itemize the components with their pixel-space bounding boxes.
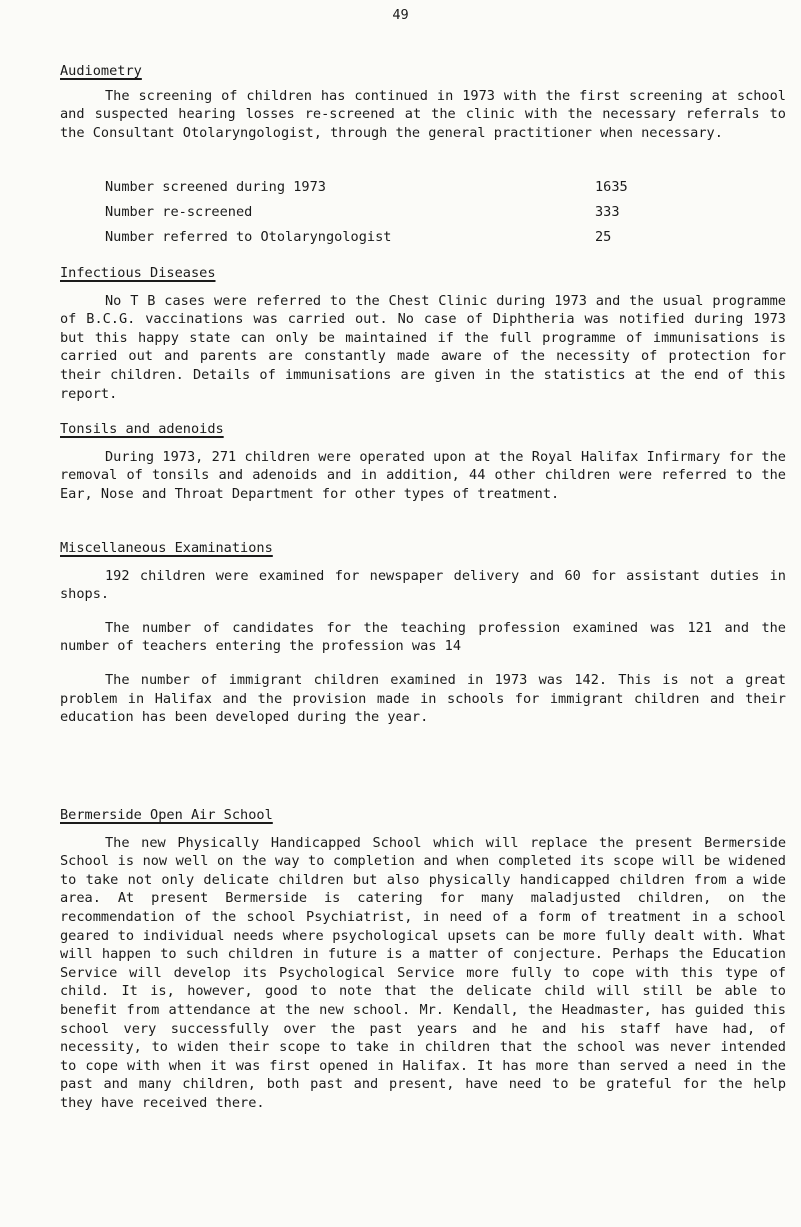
audiometry-paragraph: The screening of children has continued in 1973 with the first screening at school and suspected hearing losses re-screened at the clinic with the necessary referrals to the Consultant Otolaryngologist, through the general practitioner when necessary. [60,87,786,141]
heading-audiometry: Audiometry [60,63,142,79]
stat-value: 333 [595,204,620,220]
stat-label: Number referred to Otolaryngologist [105,229,392,245]
stat-value: 25 [595,229,612,245]
stat-label: Number screened during 1973 [105,179,326,195]
misc-paragraph-1: 192 children were examined for newspaper delivery and 60 for assistant duties in shops. [60,567,786,603]
section-infectious-diseases [60,264,786,403]
heading-tonsils: Tonsils and adenoids [60,421,224,437]
stat-label: Number re-screened [105,204,253,220]
section-bermerside [60,806,786,1113]
heading-misc: Miscellaneous Examinations [60,540,273,556]
misc-paragraph-3: The number of immigrant children examined in 1973 was 142. This is not a great problem in Halifax and the provision made in schools for immigrant children and their education has been developed during the year. [60,671,786,726]
misc-paragraph-2: The number of candidates for the teaching profession examined was 121 and the number of teachers entering the profession was 14 [60,619,786,655]
page-number: 49 [392,7,409,23]
heading-bermerside: Bermerside Open Air School [60,807,273,823]
stat-value: 1635 [595,179,628,195]
section-tonsils [60,420,786,503]
bermerside-paragraph: The new Physically Handicapped School which will replace the present Bermerside School is now well on the way to completion and when completed its scope will be widened to take not only delicate children but also physically handicapped children from a wide area. At present Bermerside is catering for many maladjusted children, on the recommendation of the school Psychiatrist, in need of a form of treatment in a school geared to individual needs where psychological upsets can be more fully dealt with. What will happen to such children in future is a matter of conjecture. Perhaps the Education Service will develop its Psychological Service more fully to cope with this type of child. It is, however, good to note that the delicate child will still be able to benefit from attendance at the new school. Mr. Kendall, the Headmaster, has guided this school very successfully over the past years and he and his staff have had, of necessity, to widen their scope to take in children that the school was never intended to cope with when it was first opened in Halifax. It has more than served a need in the past and many children, both past and present, have need to be grateful for the help they have received there. [60,834,786,1111]
section-audiometry [60,62,786,142]
heading-infectious-diseases: Infectious Diseases [60,265,216,281]
tonsils-paragraph: During 1973, 271 children were operated upon at the Royal Halifax Infirmary for the removal of tonsils and adenoids and in addition, 44 other children were referred to the Ear, Nose and Throat Department for other types of treatment. [60,448,786,502]
section-misc [60,539,786,727]
infectious-paragraph: No T B cases were referred to the Chest Clinic during 1973 and the usual programme of B.C.G. vaccinations was carried out. No case of Diphtheria was notified during 1973 but this happy state can only be maintained if the full programme of immunisations is carried out and parents are constantly made aware of the necessity of protection for their children. Details of immunisations are given in the statistics at the end of this report. [60,292,786,402]
